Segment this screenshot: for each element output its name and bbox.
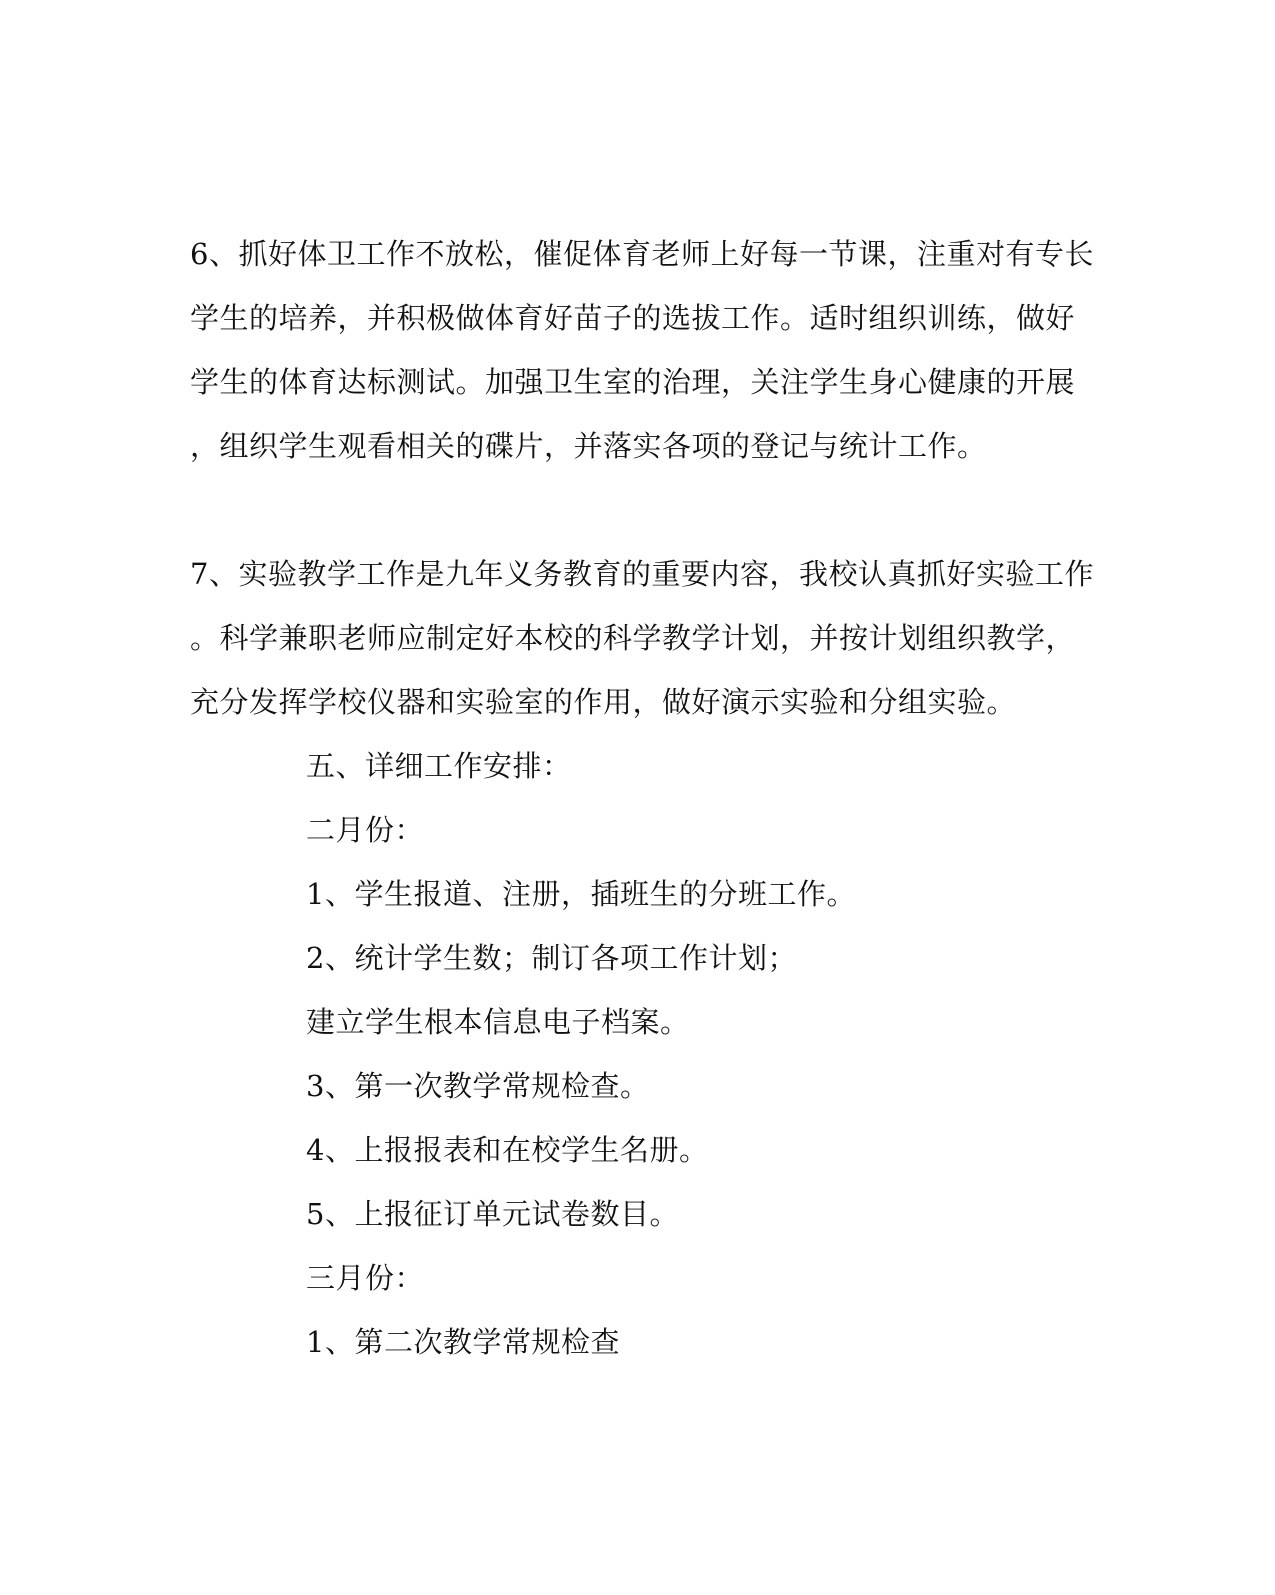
section-heading: 五、详细工作安排： <box>306 749 572 783</box>
list-item: 5、上报征订单元试卷数目。 <box>306 1197 679 1231</box>
paragraph-line: 7、实验教学工作是九年义务教育的重要内容，我校认真抓好实验工作 <box>190 557 1094 591</box>
paragraph-line: 学生的培养，并积极做体育好苗子的选拔工作。适时组织训练，做好 <box>190 301 1076 335</box>
list-item: 4、上报报表和在校学生名册。 <box>306 1133 709 1167</box>
list-item: 建立学生根本信息电子档案。 <box>306 1005 690 1039</box>
list-item: 2、统计学生数；制订各项工作计划； <box>306 941 797 975</box>
paragraph-line: ，组织学生观看相关的碟片，并落实各项的登记与统计工作。 <box>190 429 987 463</box>
month-title-march: 三月份： <box>306 1261 425 1295</box>
paragraph-line: 。科学兼职老师应制定好本校的科学教学计划，并按计划组织教学， <box>190 621 1076 655</box>
list-item: 1、学生报道、注册，插班生的分班工作。 <box>306 877 856 911</box>
paragraph-line: 充分发挥学校仪器和实验室的作用，做好演示实验和分组实验。 <box>190 685 1017 719</box>
list-item: 3、第一次教学常规检查。 <box>306 1069 650 1103</box>
month-title-february: 二月份： <box>306 813 425 847</box>
list-item: 1、第二次教学常规检查 <box>306 1325 620 1359</box>
paragraph-line: 6、抓好体卫工作不放松，催促体育老师上好每一节课，注重对有专长 <box>190 237 1094 271</box>
paragraph-line: 学生的体育达标测试。加强卫生室的治理，关注学生身心健康的开展 <box>190 365 1076 399</box>
